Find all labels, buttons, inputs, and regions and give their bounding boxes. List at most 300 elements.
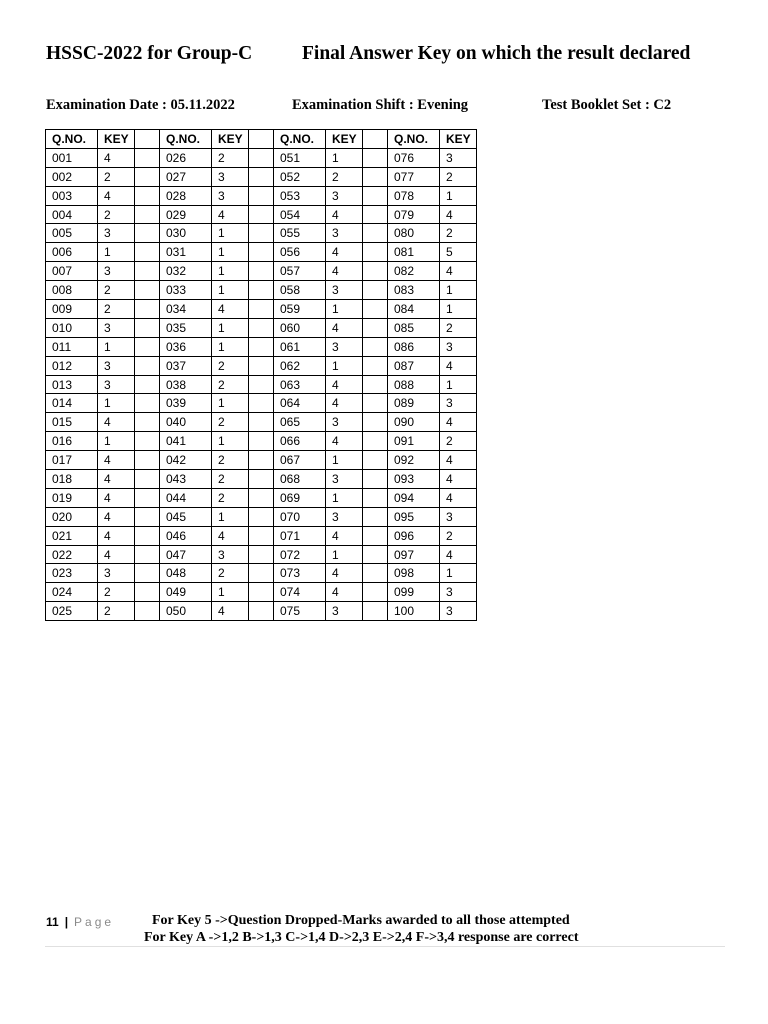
question-number-cell: 063 [274,375,326,394]
question-number-cell: 059 [274,300,326,319]
question-number-cell: 082 [388,262,440,281]
answer-key-body [46,148,477,620]
answer-key-cell: 2 [212,356,249,375]
question-number-cell: 038 [160,375,212,394]
column-spacer [363,451,388,470]
column-spacer [135,318,160,337]
page-number: 11 [46,915,59,929]
answer-key-cell: 4 [98,148,135,167]
answer-key-row [46,602,477,621]
answer-key-cell: 1 [98,243,135,262]
answer-key-cell: 4 [98,545,135,564]
answer-key-cell: 4 [212,205,249,224]
question-number-cell: 044 [160,488,212,507]
key-note-dropped: For Key 5 ->Question Dropped-Marks awarded to all those attempted [152,913,570,928]
question-number-cell: 029 [160,205,212,224]
question-number-cell: 046 [160,526,212,545]
column-spacer [249,545,274,564]
column-spacer [249,130,274,149]
column-spacer [135,583,160,602]
answer-key-cell: 1 [98,394,135,413]
column-spacer [363,356,388,375]
answer-key-cell: 3 [212,167,249,186]
column-spacer [363,167,388,186]
document-title: HSSC-2022 for Group-C [46,43,253,64]
column-spacer [135,488,160,507]
question-number-cell: 081 [388,243,440,262]
column-spacer [363,224,388,243]
question-number-cell: 098 [388,564,440,583]
question-number-cell: 035 [160,318,212,337]
answer-key-row [46,243,477,262]
column-header-qno: Q.NO. [274,130,326,149]
answer-key-row [46,375,477,394]
answer-key-cell: 3 [98,318,135,337]
answer-key-cell: 4 [98,470,135,489]
footer-divider [45,946,725,947]
question-number-cell: 023 [46,564,98,583]
question-number-cell: 010 [46,318,98,337]
answer-key-cell: 2 [212,413,249,432]
column-spacer [249,337,274,356]
question-number-cell: 045 [160,507,212,526]
answer-key-cell: 1 [212,318,249,337]
answer-key-cell: 3 [326,413,363,432]
answer-key-row [46,413,477,432]
question-number-cell: 053 [274,186,326,205]
answer-key-cell: 1 [212,432,249,451]
question-number-cell: 090 [388,413,440,432]
question-number-cell: 076 [388,148,440,167]
question-number-cell: 016 [46,432,98,451]
answer-key-cell: 4 [326,205,363,224]
answer-key-cell: 1 [212,507,249,526]
answer-key-row [46,394,477,413]
answer-key-cell: 4 [98,186,135,205]
answer-key-cell: 3 [212,545,249,564]
answer-key-cell: 3 [98,375,135,394]
answer-key-cell: 3 [326,224,363,243]
column-spacer [135,432,160,451]
column-spacer [249,167,274,186]
column-spacer [363,243,388,262]
answer-key-row [46,318,477,337]
question-number-cell: 042 [160,451,212,470]
answer-key-cell: 1 [440,564,477,583]
answer-key-cell: 4 [326,526,363,545]
question-number-cell: 050 [160,602,212,621]
answer-key-cell: 3 [326,186,363,205]
question-number-cell: 061 [274,337,326,356]
question-number-cell: 080 [388,224,440,243]
answer-key-cell: 3 [212,186,249,205]
answer-key-table [45,129,477,621]
column-spacer [135,526,160,545]
question-number-cell: 036 [160,337,212,356]
answer-key-cell: 4 [326,564,363,583]
column-spacer [135,224,160,243]
question-number-cell: 047 [160,545,212,564]
answer-key-cell: 4 [212,526,249,545]
answer-key-cell: 4 [440,488,477,507]
answer-key-cell: 2 [326,167,363,186]
page-footer [46,915,114,929]
question-number-cell: 003 [46,186,98,205]
question-number-cell: 040 [160,413,212,432]
question-number-cell: 034 [160,300,212,319]
question-number-cell: 001 [46,148,98,167]
column-spacer [135,602,160,621]
answer-key-cell: 1 [440,375,477,394]
question-number-cell: 033 [160,281,212,300]
answer-key-cell: 4 [326,394,363,413]
question-number-cell: 064 [274,394,326,413]
column-spacer [135,394,160,413]
column-spacer [363,488,388,507]
question-number-cell: 065 [274,413,326,432]
answer-key-header-row [46,130,477,149]
answer-key-cell: 2 [98,167,135,186]
answer-key-cell: 4 [98,507,135,526]
answer-key-cell: 2 [212,451,249,470]
question-number-cell: 069 [274,488,326,507]
answer-key-cell: 1 [326,148,363,167]
answer-key-cell: 4 [98,488,135,507]
answer-key-cell: 1 [326,545,363,564]
column-spacer [249,262,274,281]
question-number-cell: 079 [388,205,440,224]
column-spacer [363,564,388,583]
answer-key-cell: 4 [98,526,135,545]
answer-key-cell: 4 [212,602,249,621]
column-header-key: KEY [212,130,249,149]
column-spacer [135,451,160,470]
column-spacer [363,205,388,224]
answer-key-row [46,564,477,583]
column-header-qno: Q.NO. [160,130,212,149]
answer-key-cell: 2 [440,318,477,337]
column-spacer [363,526,388,545]
question-number-cell: 004 [46,205,98,224]
answer-key-cell: 2 [212,470,249,489]
question-number-cell: 031 [160,243,212,262]
question-number-cell: 096 [388,526,440,545]
answer-key-row [46,451,477,470]
answer-key-cell: 4 [440,451,477,470]
question-number-cell: 020 [46,507,98,526]
column-spacer [249,507,274,526]
key-note-multi-answer: For Key A ->1,2 B->1,3 C->1,4 D->2,3 E->2,4 F->3,4 response are correct [144,930,579,945]
answer-key-cell: 3 [440,602,477,621]
question-number-cell: 043 [160,470,212,489]
column-spacer [135,262,160,281]
question-number-cell: 030 [160,224,212,243]
answer-key-cell: 1 [440,186,477,205]
column-spacer [363,262,388,281]
question-number-cell: 011 [46,337,98,356]
column-spacer [135,130,160,149]
column-spacer [363,507,388,526]
question-number-cell: 006 [46,243,98,262]
test-booklet-set: Test Booklet Set : C2 [542,97,672,113]
question-number-cell: 084 [388,300,440,319]
column-spacer [249,205,274,224]
question-number-cell: 021 [46,526,98,545]
column-spacer [135,507,160,526]
question-number-cell: 083 [388,281,440,300]
answer-key-cell: 2 [440,224,477,243]
answer-key-cell: 3 [440,507,477,526]
answer-key-cell: 4 [98,451,135,470]
question-number-cell: 026 [160,148,212,167]
question-number-cell: 071 [274,526,326,545]
exam-shift: Examination Shift : Evening [292,97,469,113]
answer-key-cell: 1 [326,451,363,470]
column-spacer [135,413,160,432]
answer-key-cell: 4 [440,262,477,281]
column-spacer [135,281,160,300]
answer-key-row [46,583,477,602]
answer-key-cell: 4 [440,356,477,375]
answer-key-cell: 3 [440,394,477,413]
answer-key-cell: 2 [212,375,249,394]
question-number-cell: 028 [160,186,212,205]
column-spacer [363,583,388,602]
column-spacer [249,243,274,262]
column-spacer [249,224,274,243]
answer-key-row [46,186,477,205]
question-number-cell: 032 [160,262,212,281]
answer-key-cell: 1 [212,224,249,243]
question-number-cell: 002 [46,167,98,186]
column-spacer [135,337,160,356]
answer-key-cell: 1 [212,583,249,602]
column-spacer [363,470,388,489]
column-spacer [249,526,274,545]
column-header-key: KEY [440,130,477,149]
question-number-cell: 078 [388,186,440,205]
question-number-cell: 022 [46,545,98,564]
answer-key-cell: 2 [212,564,249,583]
question-number-cell: 009 [46,300,98,319]
answer-key-cell: 1 [326,356,363,375]
answer-key-row [46,356,477,375]
answer-key-cell: 3 [326,602,363,621]
column-header-qno: Q.NO. [46,130,98,149]
answer-key-cell: 1 [98,337,135,356]
column-spacer [135,167,160,186]
answer-key-cell: 2 [98,300,135,319]
answer-key-cell: 3 [326,281,363,300]
answer-key-row [46,470,477,489]
answer-key-cell: 5 [440,243,477,262]
page-separator: | [64,915,69,929]
question-number-cell: 095 [388,507,440,526]
answer-key-row [46,507,477,526]
document-subtitle: Final Answer Key on which the result declared [302,43,691,64]
question-number-cell: 099 [388,583,440,602]
question-number-cell: 075 [274,602,326,621]
column-spacer [249,281,274,300]
answer-key-cell: 1 [326,300,363,319]
question-number-cell: 097 [388,545,440,564]
question-number-cell: 070 [274,507,326,526]
question-number-cell: 037 [160,356,212,375]
question-number-cell: 056 [274,243,326,262]
answer-key-cell: 3 [440,337,477,356]
question-number-cell: 039 [160,394,212,413]
column-header-qno: Q.NO. [388,130,440,149]
column-spacer [363,130,388,149]
column-spacer [249,583,274,602]
column-spacer [249,564,274,583]
column-spacer [249,488,274,507]
answer-key-row [46,337,477,356]
column-spacer [249,318,274,337]
question-number-cell: 007 [46,262,98,281]
answer-key-cell: 2 [98,281,135,300]
column-spacer [135,300,160,319]
column-spacer [249,470,274,489]
question-number-cell: 068 [274,470,326,489]
answer-key-cell: 1 [212,394,249,413]
question-number-cell: 060 [274,318,326,337]
question-number-cell: 024 [46,583,98,602]
question-number-cell: 087 [388,356,440,375]
question-number-cell: 093 [388,470,440,489]
column-spacer [135,243,160,262]
column-spacer [249,432,274,451]
question-number-cell: 054 [274,205,326,224]
question-number-cell: 089 [388,394,440,413]
answer-key-row [46,526,477,545]
answer-key-row [46,545,477,564]
answer-key-cell: 4 [326,318,363,337]
answer-key-row [46,205,477,224]
question-number-cell: 077 [388,167,440,186]
column-spacer [363,281,388,300]
question-number-cell: 048 [160,564,212,583]
column-spacer [249,602,274,621]
column-header-key: KEY [98,130,135,149]
answer-key-cell: 4 [440,413,477,432]
answer-key-cell: 4 [326,432,363,451]
answer-key-cell: 2 [98,583,135,602]
answer-key-row [46,224,477,243]
question-number-cell: 073 [274,564,326,583]
column-spacer [135,375,160,394]
column-spacer [363,602,388,621]
column-spacer [363,375,388,394]
column-spacer [249,186,274,205]
answer-key-row [46,262,477,281]
answer-key-cell: 2 [440,432,477,451]
question-number-cell: 092 [388,451,440,470]
column-header-key: KEY [326,130,363,149]
column-spacer [363,337,388,356]
column-spacer [363,148,388,167]
question-number-cell: 017 [46,451,98,470]
answer-key-cell: 4 [212,300,249,319]
question-number-cell: 012 [46,356,98,375]
column-spacer [135,545,160,564]
question-number-cell: 088 [388,375,440,394]
column-spacer [363,318,388,337]
question-number-cell: 015 [46,413,98,432]
answer-key-cell: 4 [440,470,477,489]
answer-key-row [46,167,477,186]
answer-key-cell: 1 [212,262,249,281]
column-spacer [249,148,274,167]
column-spacer [249,356,274,375]
answer-key-row [46,432,477,451]
answer-key-row [46,488,477,507]
question-number-cell: 052 [274,167,326,186]
question-number-cell: 091 [388,432,440,451]
answer-key-row [46,300,477,319]
question-number-cell: 005 [46,224,98,243]
question-number-cell: 094 [388,488,440,507]
answer-key-cell: 4 [326,375,363,394]
answer-key-cell: 1 [212,281,249,300]
answer-key-cell: 4 [440,205,477,224]
answer-key-cell: 1 [326,488,363,507]
answer-key-row [46,148,477,167]
question-number-cell: 008 [46,281,98,300]
answer-key-cell: 1 [98,432,135,451]
answer-key-cell: 3 [440,148,477,167]
column-spacer [363,413,388,432]
answer-key-cell: 2 [98,602,135,621]
question-number-cell: 058 [274,281,326,300]
answer-key-cell: 2 [440,526,477,545]
answer-key-cell: 3 [326,507,363,526]
column-spacer [249,375,274,394]
column-spacer [135,470,160,489]
answer-key-cell: 1 [212,243,249,262]
answer-key-cell: 3 [98,262,135,281]
answer-key-cell: 4 [326,583,363,602]
question-number-cell: 025 [46,602,98,621]
question-number-cell: 013 [46,375,98,394]
question-number-cell: 085 [388,318,440,337]
column-spacer [135,148,160,167]
question-number-cell: 067 [274,451,326,470]
column-spacer [249,394,274,413]
question-number-cell: 055 [274,224,326,243]
column-spacer [363,394,388,413]
answer-key-cell: 1 [440,300,477,319]
question-number-cell: 051 [274,148,326,167]
answer-key-cell: 1 [212,337,249,356]
answer-key-cell: 4 [98,413,135,432]
answer-key-cell: 2 [212,488,249,507]
answer-key-cell: 3 [440,583,477,602]
column-spacer [135,205,160,224]
answer-key-cell: 3 [98,564,135,583]
column-spacer [363,300,388,319]
column-spacer [135,186,160,205]
answer-key-row [46,281,477,300]
answer-key-cell: 4 [326,262,363,281]
column-spacer [249,413,274,432]
exam-date: Examination Date : 05.11.2022 [46,97,235,113]
column-spacer [249,300,274,319]
question-number-cell: 057 [274,262,326,281]
column-spacer [363,186,388,205]
answer-key-cell: 4 [440,545,477,564]
question-number-cell: 074 [274,583,326,602]
